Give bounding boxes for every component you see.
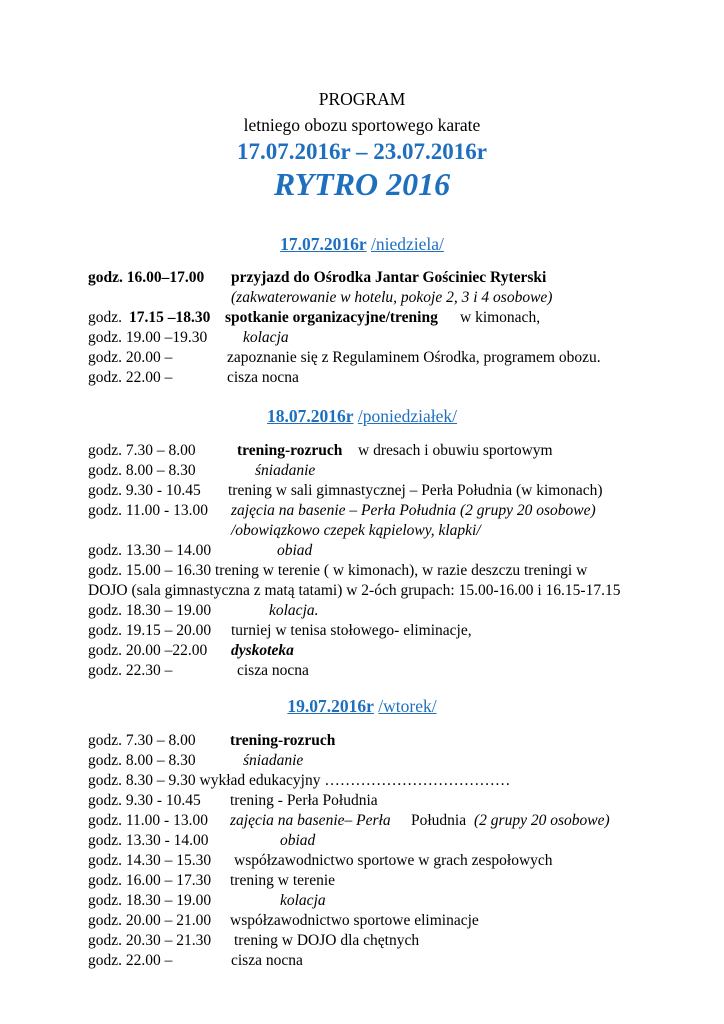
day-heading: 19.07.2016r /wtorek/ — [287, 696, 437, 716]
day-heading: 17.07.2016r /niedziela/ — [280, 234, 444, 254]
camp-place: RYTRO 2016 — [273, 166, 451, 202]
day-heading: 18.07.2016r /poniedziałek/ — [266, 406, 458, 426]
program-title: PROGRAM — [318, 89, 406, 109]
program-subtitle: letniego obozu sportowego karate — [243, 115, 481, 135]
camp-dates: 17.07.2016r – 23.07.2016r — [236, 139, 487, 164]
